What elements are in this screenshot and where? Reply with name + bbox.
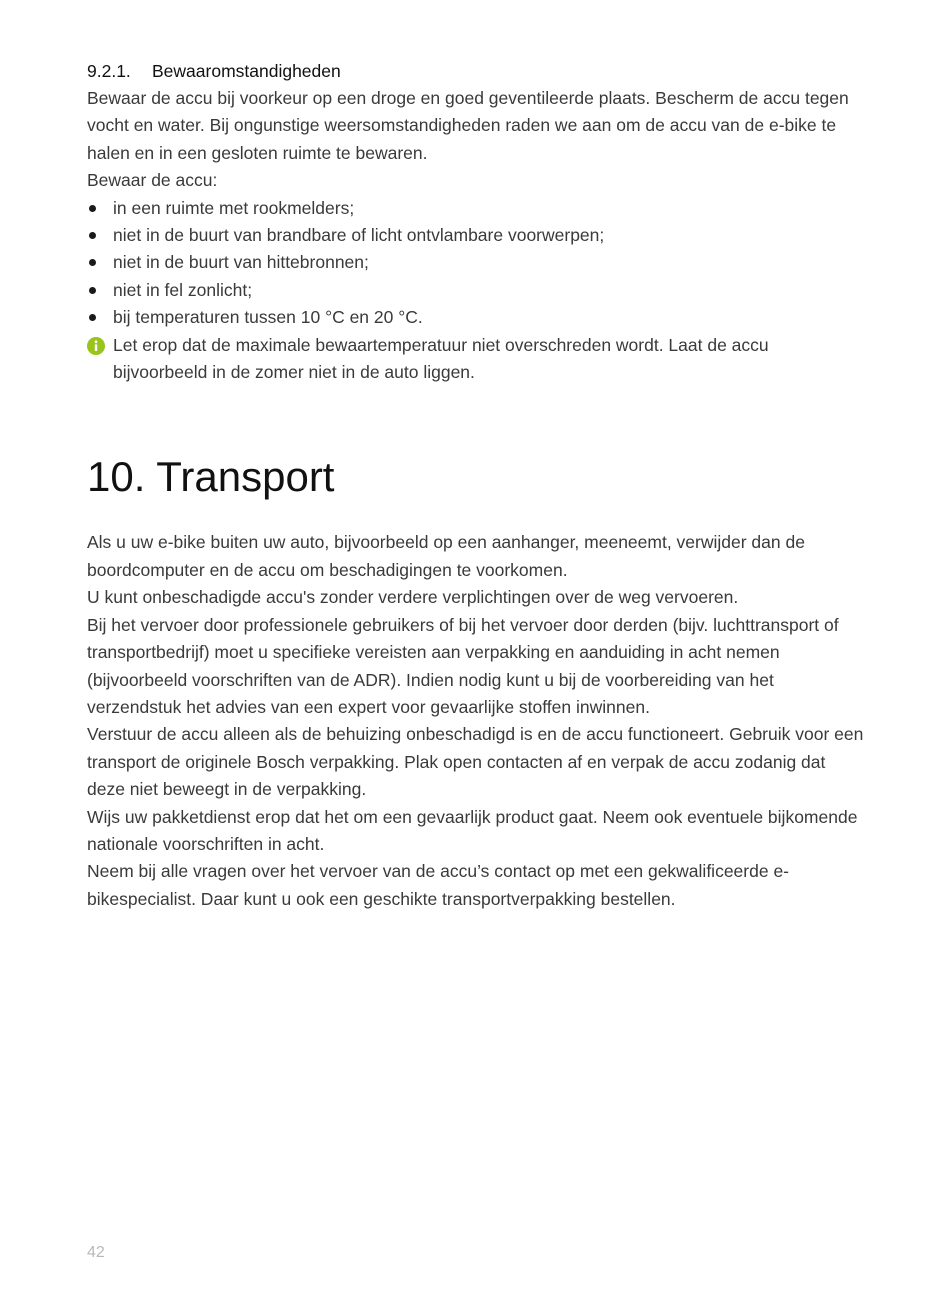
paragraph: Bij het vervoer door professionele gebruikers of bij het vervoer door derden (bijv. luchttransport of transportbedrijf) moet u specifieke vereisten aan verpakking en aanduiding in acht nemen (bijvoorbeeld voorschriften van de ADR). Indien nodig kunt u bij de voorbereiding van het verzendstuk het advies van een expert voor gevaarlijke stoffen inwinnen. <box>87 614 839 717</box>
section-heading <box>87 58 867 85</box>
section-intro: Bewaar de accu bij voorkeur op een droge en goed geventileerde plaats. Bescherm de accu tegen vocht en water. Bij ongunstige weersomstandigheden raden we aan om de accu van de e-bike te halen en in een gesloten ruimte te bewaren. <box>87 88 849 163</box>
info-icon <box>87 332 113 387</box>
bullet-icon <box>87 195 113 222</box>
paragraph: Als u uw e-bike buiten uw auto, bijvoorbeeld op een aanhanger, meeneemt, verwijder dan de boordcomputer en de accu om beschadigingen te voorkomen. <box>87 532 805 580</box>
list-item <box>87 249 867 276</box>
list-item <box>87 277 867 304</box>
chapter-body <box>87 529 867 913</box>
list-item-text: niet in de buurt van brandbare of licht ontvlambare voorwerpen; <box>113 225 605 246</box>
list-item-text: niet in fel zonlicht; <box>113 279 253 300</box>
bullet-icon <box>87 222 113 249</box>
list-item <box>87 304 867 331</box>
paragraph: Neem bij alle vragen over het vervoer van de accu’s contact op met een gekwalificeerde e-bikespecialist. Daar kunt u ook een geschikte transportverpakking bestellen. <box>87 861 789 909</box>
info-note <box>87 332 867 387</box>
list-item-text: niet in de buurt van hittebronnen; <box>113 252 369 273</box>
paragraph: Verstuur de accu alleen als de behuizing onbeschadigd is en de accu functioneert. Gebruik voor een transport de originele Bosch verpakking. Plak open contacten af en verpak de accu zodanig dat deze niet beweegt in de verpakking. <box>87 724 864 800</box>
info-note-text: Let erop dat de maximale bewaartemperatuur niet overschreden wordt. Laat de accu bijvoorbeeld in de zomer niet in de auto liggen. <box>113 334 769 383</box>
paragraph: Wijs uw pakketdienst erop dat het om een gevaarlijk product gaat. Neem ook eventuele bijkomende nationale voorschriften in acht. <box>87 806 858 854</box>
list-item-text: in een ruimte met rookmelders; <box>113 197 355 218</box>
bullet-icon <box>87 304 113 331</box>
storage-conditions-list <box>87 195 867 332</box>
list-intro: Bewaar de accu: <box>87 170 218 191</box>
list-item <box>87 195 867 222</box>
bullet-icon <box>87 277 113 304</box>
section-number: 9.2.1. <box>87 61 131 81</box>
list-item-text: bij temperaturen tussen 10 °C en 20 °C. <box>113 307 423 328</box>
paragraph: U kunt onbeschadigde accu's zonder verdere verplichtingen over de weg vervoeren. <box>87 587 739 608</box>
chapter-title: 10. Transport <box>87 453 335 501</box>
bullet-icon <box>87 249 113 276</box>
page-content <box>87 58 867 913</box>
list-item <box>87 222 867 249</box>
section-title: Bewaaromstandigheden <box>152 61 341 81</box>
page-number: 42 <box>87 1244 105 1261</box>
